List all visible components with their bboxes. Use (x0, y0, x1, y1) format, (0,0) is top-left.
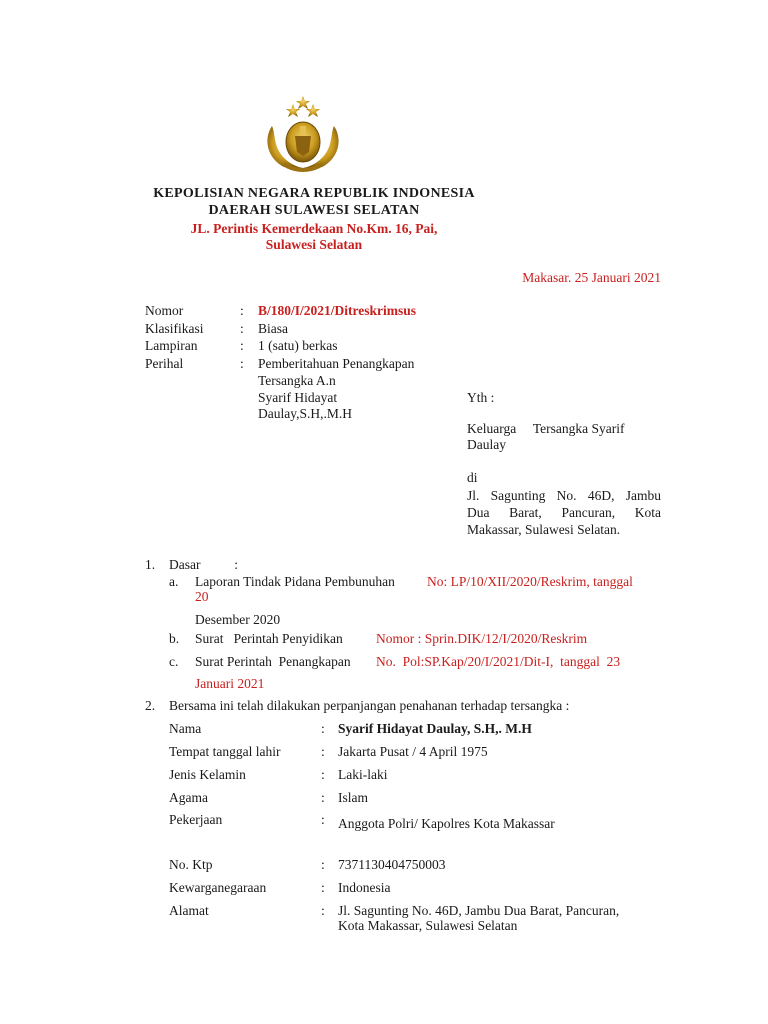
dasar-c-reference-cont: Januari 2021 (195, 676, 265, 691)
lampiran-label: Lampiran (145, 338, 198, 353)
colon: : (321, 767, 325, 782)
section2-intro: Bersama ini telah dilakukan perpanjangan penahanan terhadap tersangka : (169, 698, 570, 713)
recipient-yth: Yth : (467, 390, 495, 405)
recipient-address-line: Dua Barat, Pancuran, Kota (467, 505, 661, 520)
klasifikasi-label: Klasifikasi (145, 321, 204, 336)
nomor-label: Nomor (145, 303, 184, 318)
dasar-b-reference: Nomor : Sprin.DIK/12/I/2020/Reskrim (376, 631, 588, 646)
dasar-a-continuation: Desember 2020 (195, 612, 281, 627)
section-number: 2. (145, 698, 156, 713)
dasar-a-reference: No: LP/10/XII/2020/Reskrim, tanggal (427, 574, 633, 589)
suspect-field-label: Kewarganegaraan (169, 880, 267, 895)
perihal-line: Daulay,S.H,.M.H (258, 406, 352, 421)
colon: : (240, 303, 244, 318)
police-emblem-logo (262, 96, 344, 172)
suspect-field-value: Anggota Polri/ Kapolres Kota Makassar (338, 816, 555, 831)
suspect-field-label: Jenis Kelamin (169, 767, 246, 782)
suspect-field-label: Alamat (169, 903, 209, 918)
colon: : (321, 812, 325, 827)
perihal-line: Tersangka A.n (258, 373, 336, 388)
suspect-field-value: 7371130404750003 (338, 857, 446, 872)
colon: : (240, 356, 244, 371)
recipient-line: Keluarga Tersangka Syarif (467, 421, 625, 436)
suspect-address-line: Kota Makassar, Sulawesi Selatan (338, 918, 518, 933)
header-address-line2: Sulawesi Selatan (265, 237, 363, 252)
star-icon (296, 96, 310, 109)
perihal-line: Pemberitahuan Penangkapan (258, 356, 415, 371)
recipient-address-line: Jl. Sagunting No. 46D, Jambu (467, 488, 661, 503)
star-icon (306, 104, 320, 117)
header-region: DAERAH SULAWESI SELATAN (208, 203, 420, 218)
colon: : (321, 790, 325, 805)
letter-date: Makasar. 25 Januari 2021 (522, 270, 661, 285)
item-letter: a. (169, 574, 179, 589)
header-institution: KEPOLISIAN NEGARA REPUBLIK INDONESIA (153, 186, 475, 201)
colon: : (321, 744, 325, 759)
klasifikasi-value: Biasa (258, 321, 288, 336)
dasar-a-text: Laporan Tindak Pidana Pembunuhan (195, 574, 395, 589)
item-letter: b. (169, 631, 180, 646)
dasar-a-reference-cont: 20 (195, 589, 209, 604)
section-number: 1. (145, 557, 156, 572)
item-letter: c. (169, 654, 179, 669)
perihal-line: Syarif Hidayat (258, 390, 338, 405)
suspect-field-value: Islam (338, 790, 368, 805)
suspect-field-value: Indonesia (338, 880, 391, 895)
suspect-address-line: Jl. Sagunting No. 46D, Jambu Dua Barat, Pancuran, (338, 903, 620, 918)
suspect-field-value: Jakarta Pusat / 4 April 1975 (338, 744, 488, 759)
colon: : (321, 721, 325, 736)
dasar-b-text: Surat Perintah Penyidikan (195, 631, 343, 646)
colon: : (321, 880, 325, 895)
nomor-value: B/180/I/2021/Ditreskrimsus (258, 303, 417, 318)
dasar-c-text: Surat Perintah Penangkapan (195, 654, 351, 669)
suspect-field-label: Nama (169, 721, 202, 736)
star-icon (286, 104, 300, 117)
recipient-di: di (467, 470, 478, 485)
recipient-line: Daulay (467, 437, 506, 452)
colon: : (240, 321, 244, 336)
colon: : (321, 857, 325, 872)
dasar-label: Dasar : (169, 557, 238, 572)
suspect-field-label: Pekerjaan (169, 812, 223, 827)
suspect-field-value: Laki-laki (338, 767, 388, 782)
suspect-field-label: No. Ktp (169, 857, 213, 872)
colon: : (240, 338, 244, 353)
recipient-address-line: Makassar, Sulawesi Selatan. (467, 522, 621, 537)
lampiran-value: 1 (satu) berkas (258, 338, 338, 353)
colon: : (321, 903, 325, 918)
suspect-name: Syarif Hidayat Daulay, S.H,. M.H (338, 721, 532, 736)
header-address-line1: JL. Perintis Kemerdekaan No.Km. 16, Pai, (190, 221, 438, 236)
perihal-label: Perihal (145, 356, 184, 371)
dasar-c-reference: No. Pol:SP.Kap/20/I/2021/Dit-I, tanggal 23 (376, 654, 621, 669)
suspect-field-label: Agama (169, 790, 208, 805)
suspect-field-label: Tempat tanggal lahir (169, 744, 281, 759)
